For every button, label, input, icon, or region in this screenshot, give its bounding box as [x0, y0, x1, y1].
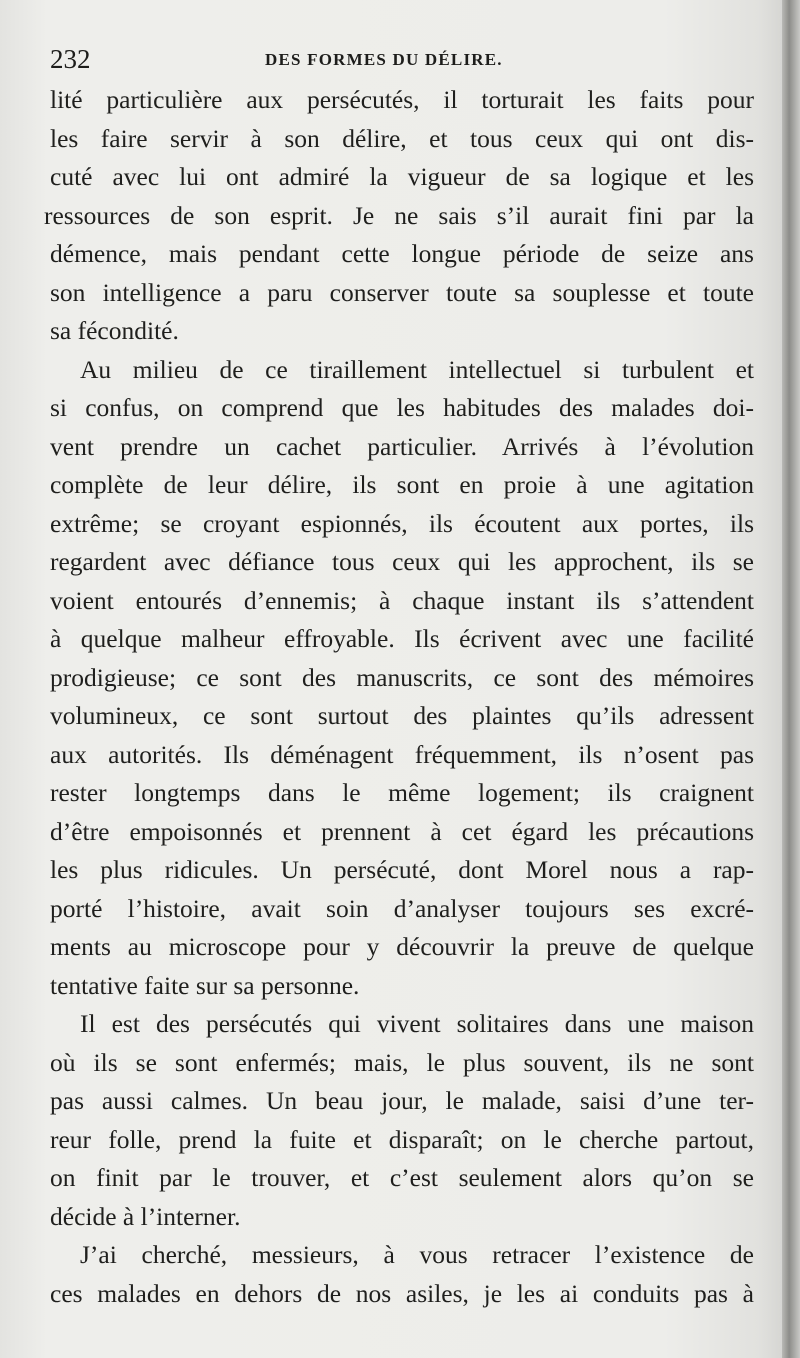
text-line: J’ai cherché, messieurs, à vous retracer l’existence de	[80, 1240, 754, 1269]
page-edge-shadow	[782, 0, 800, 1358]
page-header	[50, 44, 752, 78]
body-text	[44, 81, 754, 1313]
text-line: si confus, on comprend que les habitudes des malades doi-	[50, 393, 754, 422]
text-line: reur folle, prend la fuite et disparaît; on le cherche partout,	[50, 1124, 754, 1154]
text-line: démence, mais pendant cette longue période de seize ans	[50, 239, 754, 268]
running-title: DES FORMES DU DÉLIRE.	[265, 50, 503, 69]
text-line: on finit par le trouver, et c’est seulement alors qu’on se	[50, 1163, 754, 1192]
text-line: cuté avec lui ont admiré la vigueur de sa logique et les	[50, 162, 754, 191]
text-line: décide à l’interner.	[50, 1201, 241, 1231]
text-line: aux autorités. Ils déménagent fréquemment, ils n’osent pas	[50, 739, 754, 769]
text-line: vent prendre un cachet particulier. Arrivés à l’évolution	[50, 431, 754, 461]
text-line: voient entourés d’ennemis; à chaque instant ils s’attendent	[50, 585, 754, 615]
text-line: à quelque malheur effroyable. Ils écrivent avec une facilité	[50, 624, 754, 653]
text-line: ressources de son esprit. Je ne sais s’il aurait fini par la	[44, 200, 754, 230]
text-line: les faire servir à son délire, et tous ceux qui ont dis-	[50, 123, 754, 153]
text-line: regardent avec défiance tous ceux qui les approchent, ils se	[50, 547, 754, 576]
text-line: porté l’histoire, avait soin d’analyser toujours ses excré-	[50, 893, 754, 923]
page-number: 232	[50, 44, 91, 74]
text-line: son intelligence a paru conserver toute sa souplesse et toute	[50, 277, 754, 307]
text-line: Il est des persécutés qui vivent solitaires dans une maison	[80, 1009, 754, 1038]
text-line: les plus ridicules. Un persécuté, dont Morel nous a rap-	[50, 855, 754, 884]
text-line: extrême; se croyant espionnés, ils écoutent aux portes, ils	[50, 508, 754, 538]
text-line: lité particulière aux persécutés, il torturait les faits pour	[50, 85, 754, 114]
text-line: où ils se sont enfermés; mais, le plus souvent, ils ne sont	[50, 1047, 754, 1077]
text-line: prodigieuse; ce sont des manuscrits, ce sont des mémoires	[50, 662, 754, 692]
text-line: sa fécondité.	[50, 316, 179, 345]
text-line: tentative faite sur sa personne.	[50, 970, 360, 1000]
text-line: d’être empoisonnés et prennent à cet égard les précautions	[50, 816, 754, 846]
text-line: complète de leur délire, ils sont en proie à une agitation	[50, 470, 754, 499]
text-line: volumineux, ce sont surtout des plaintes qu’ils adressent	[50, 701, 754, 730]
text-line: ces malades en dehors de nos asiles, je les ai conduits pas à	[50, 1278, 754, 1308]
text-line: rester longtemps dans le même logement; ils craignent	[50, 778, 754, 807]
text-line: ments au microscope pour y découvrir la preuve de quelque	[50, 932, 754, 961]
text-line: Au milieu de ce tiraillement intellectuel si turbulent et	[80, 354, 754, 384]
text-line: pas aussi calmes. Un beau jour, le malade, saisi d’une ter-	[50, 1086, 754, 1115]
